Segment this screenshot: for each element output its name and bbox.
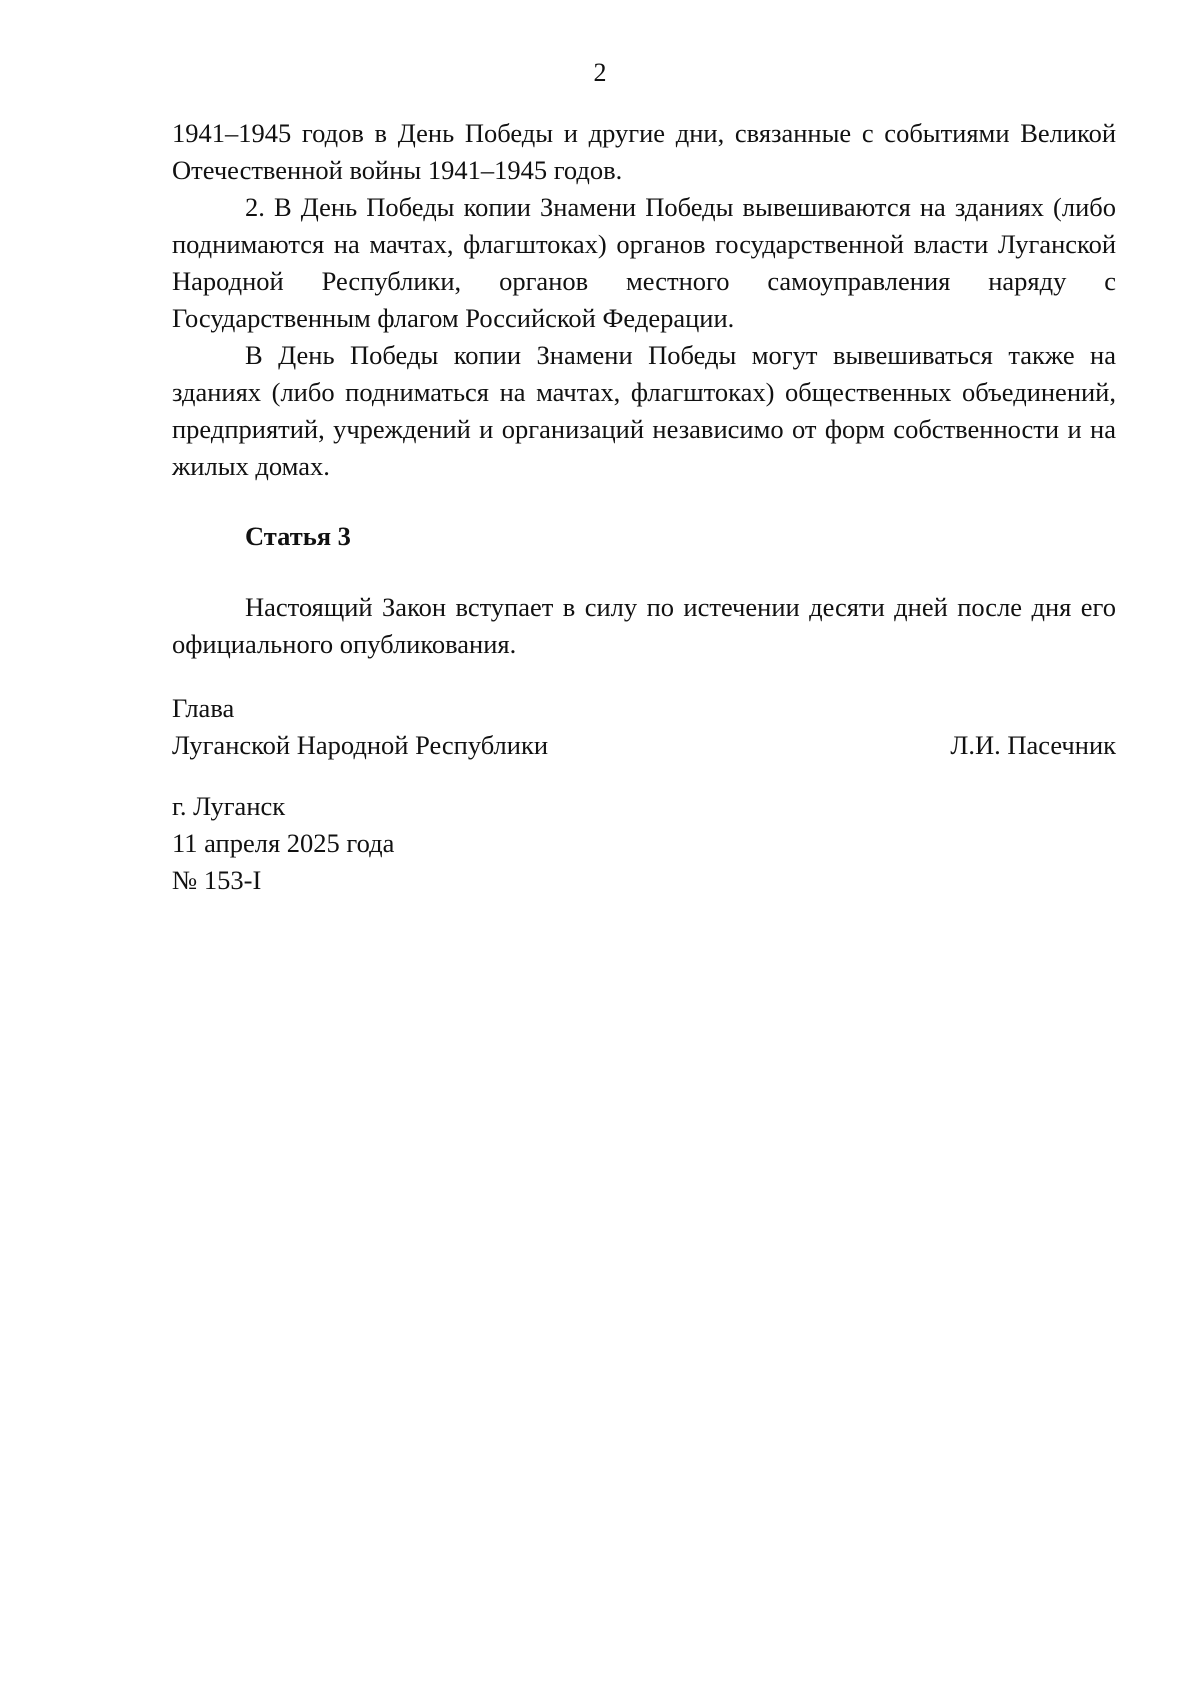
place-of-signing: г. Луганск: [172, 791, 286, 821]
signatory-title: [172, 690, 548, 764]
signature-block: [172, 690, 1116, 764]
signatory-title-line-1: Глава: [172, 693, 235, 723]
signatory-name: Л.И. Пасечник: [950, 730, 1116, 760]
paragraph-item-2: 2. В День Победы копии Знамени Победы вывешиваются на зданиях (либо поднимаются на мачтах, флагштоках) органов государственной власти Луганской Народной Республики, органов местного самоуправления наряду с Государственным флагом Российской Федерации.: [172, 192, 1116, 333]
paragraph-item-2-continued: В День Победы копии Знамени Победы могут вывешиваться также на зданиях (либо подниматься на мачтах, флагштоках) общественных объединений, предприятий, учреждений и организаций независимо от форм собственности и на жилых домах.: [172, 340, 1116, 481]
article-3-text: Настоящий Закон вступает в силу по истечении десяти дней после дня его официального опубликования.: [172, 592, 1116, 659]
paragraph-continuation: 1941–1945 годов в День Победы и другие дни, связанные с событиями Великой Отечественной войны 1941–1945 годов.: [172, 118, 1116, 185]
date-of-signing: 11 апреля 2025 года: [172, 828, 395, 858]
place-date-number-block: [172, 788, 1116, 899]
law-number: № 153-I: [172, 865, 262, 895]
document-body: [172, 115, 1116, 899]
article-3-heading: Статья 3: [245, 521, 351, 551]
signatory-title-line-2: Луганской Народной Республики: [172, 730, 549, 760]
page-number: 2: [593, 58, 607, 87]
